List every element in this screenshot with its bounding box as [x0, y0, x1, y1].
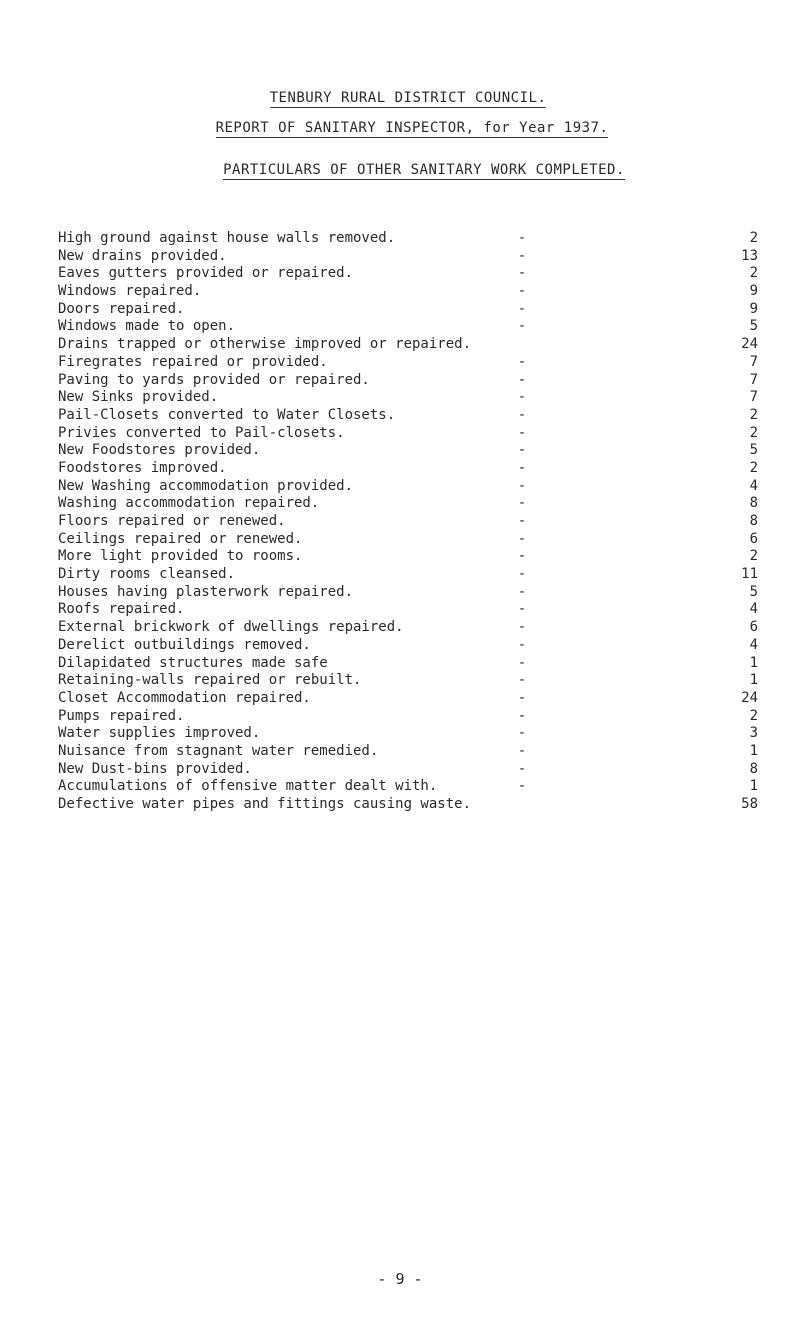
item-count: 13: [741, 247, 758, 264]
list-item: [58, 318, 758, 336]
item-dash: -: [517, 371, 527, 388]
list-item: [58, 761, 758, 779]
list-item: [58, 425, 758, 443]
item-count: 5: [749, 583, 758, 600]
item-label: Defective water pipes and fittings causing waste.: [58, 796, 472, 812]
item-dash: -: [517, 283, 527, 300]
list-item: [58, 601, 758, 619]
item-label: Eaves gutters provided or repaired.: [58, 265, 354, 282]
item-label: Water supplies improved.: [58, 725, 261, 742]
item-dash: -: [517, 760, 527, 777]
item-label: Closet Accommodation repaired.: [58, 689, 311, 706]
item-count: 2: [749, 424, 758, 441]
list-item: [58, 336, 758, 354]
list-item: [58, 796, 758, 814]
list-item: [58, 531, 758, 549]
item-count: 7: [749, 389, 758, 406]
item-count: 2: [749, 406, 758, 423]
item-label: Roofs repaired.: [58, 601, 185, 618]
item-label: Dirty rooms cleansed.: [58, 566, 236, 583]
item-label: New Sinks provided.: [58, 389, 219, 406]
item-dash: -: [517, 265, 527, 282]
item-label: External brickwork of dwellings repaired.: [58, 619, 404, 636]
item-label: Washing accommodation repaired.: [58, 495, 320, 512]
list-item: [58, 442, 758, 460]
list-item: [58, 265, 758, 283]
item-label: Doors repaired.: [58, 300, 185, 317]
list-item: [58, 460, 758, 478]
list-item: [58, 372, 758, 390]
item-label: Windows repaired.: [58, 283, 202, 300]
item-label: New Dust-bins provided.: [58, 760, 252, 777]
item-count: 2: [749, 230, 758, 246]
item-label: Dilapidated structures made safe: [58, 654, 328, 671]
item-label: New Washing accommodation provided.: [58, 477, 354, 494]
item-count: 6: [749, 619, 758, 636]
section-title-text: PARTICULARS OF OTHER SANITARY WORK COMPLETED.: [223, 162, 625, 178]
item-dash: -: [517, 742, 527, 759]
item-count: 24: [741, 336, 758, 353]
item-dash: -: [517, 601, 527, 618]
item-count: 1: [749, 742, 758, 759]
list-item: [58, 513, 758, 531]
item-count: 8: [749, 495, 758, 512]
list-item: [58, 566, 758, 584]
item-dash: -: [517, 672, 527, 689]
item-dash: -: [517, 636, 527, 653]
item-dash: -: [517, 442, 527, 459]
council-title: [8, 90, 800, 106]
item-dash: -: [517, 459, 527, 476]
item-label: Derelict outbuildings removed.: [58, 636, 311, 653]
item-count: 8: [749, 760, 758, 777]
item-label: Pumps repaired.: [58, 707, 185, 724]
item-count: 7: [749, 371, 758, 388]
council-title-text: TENBURY RURAL DISTRICT COUNCIL.: [269, 90, 547, 106]
list-item: [58, 301, 758, 319]
list-item: [58, 655, 758, 673]
item-label: Windows made to open.: [58, 318, 236, 335]
item-dash: -: [517, 353, 527, 370]
item-dash: -: [517, 247, 527, 264]
list-item: [58, 672, 758, 690]
item-dash: -: [517, 389, 527, 406]
list-item: [58, 690, 758, 708]
list-item: [58, 708, 758, 726]
work-items-list: [58, 230, 758, 814]
item-dash: -: [517, 654, 527, 671]
item-count: 6: [749, 530, 758, 547]
item-dash: -: [517, 424, 527, 441]
item-dash: -: [517, 513, 527, 529]
item-count: 9: [749, 283, 758, 300]
item-dash: -: [517, 725, 527, 742]
page-number: - 9 -: [377, 1270, 423, 1288]
item-count: 2: [749, 707, 758, 724]
item-label: Firegrates repaired or provided.: [58, 353, 328, 370]
item-dash: -: [517, 495, 527, 512]
item-label: Privies converted to Pail-closets.: [58, 424, 345, 441]
item-count: 5: [749, 442, 758, 459]
item-dash: -: [517, 230, 527, 246]
list-item: [58, 478, 758, 496]
item-dash: -: [517, 619, 527, 636]
item-label: New drains provided.: [58, 247, 227, 264]
list-item: [58, 619, 758, 637]
list-item: [58, 495, 758, 513]
item-count: 4: [749, 636, 758, 653]
item-label: New Foodstores provided.: [58, 442, 261, 459]
item-count: 2: [749, 459, 758, 476]
item-count: 58: [741, 796, 758, 812]
item-label: Houses having plasterwork repaired.: [58, 583, 354, 600]
item-label: Ceilings repaired or renewed.: [58, 530, 303, 547]
item-dash: -: [517, 689, 527, 706]
report-title-text: REPORT OF SANITARY INSPECTOR, for Year 1937.: [215, 120, 609, 136]
item-count: 9: [749, 300, 758, 317]
item-dash: -: [517, 548, 527, 565]
item-dash: -: [517, 318, 527, 335]
item-dash: -: [517, 406, 527, 423]
item-label: Foodstores improved.: [58, 459, 227, 476]
item-dash: -: [517, 300, 527, 317]
list-item: [58, 407, 758, 425]
item-dash: -: [517, 707, 527, 724]
item-count: 4: [749, 477, 758, 494]
item-dash: -: [517, 530, 527, 547]
item-count: 11: [741, 566, 758, 583]
section-title: [24, 162, 800, 178]
item-count: 24: [741, 689, 758, 706]
item-count: 3: [749, 725, 758, 742]
item-label: Nuisance from stagnant water remedied.: [58, 742, 379, 759]
item-count: 1: [749, 672, 758, 689]
item-label: Floors repaired or renewed.: [58, 513, 286, 529]
list-item: [58, 389, 758, 407]
item-label: Accumulations of offensive matter dealt with.: [58, 778, 438, 795]
list-item: [58, 230, 758, 248]
item-dash: -: [517, 477, 527, 494]
item-dash: -: [517, 566, 527, 583]
item-label: Paving to yards provided or repaired.: [58, 371, 370, 388]
item-label: More light provided to rooms.: [58, 548, 303, 565]
item-label: Drains trapped or otherwise improved or repaired.: [58, 336, 472, 353]
item-dash: -: [517, 778, 527, 795]
list-item: [58, 778, 758, 796]
item-label: High ground against house walls removed.: [58, 230, 396, 246]
item-count: 2: [749, 548, 758, 565]
list-item: [58, 548, 758, 566]
report-title: [12, 120, 800, 136]
item-label: Retaining-walls repaired or rebuilt.: [58, 672, 362, 689]
list-item: [58, 354, 758, 372]
item-count: 1: [749, 654, 758, 671]
item-count: 7: [749, 353, 758, 370]
item-dash: -: [517, 583, 527, 600]
item-label: Pail-Closets converted to Water Closets.: [58, 406, 396, 423]
list-item: [58, 584, 758, 602]
item-count: 2: [749, 265, 758, 282]
item-count: 5: [749, 318, 758, 335]
list-item: [58, 283, 758, 301]
item-count: 8: [749, 513, 758, 529]
list-item: [58, 743, 758, 761]
list-item: [58, 637, 758, 655]
item-count: 4: [749, 601, 758, 618]
item-count: 1: [749, 778, 758, 795]
list-item: [58, 248, 758, 266]
list-item: [58, 725, 758, 743]
